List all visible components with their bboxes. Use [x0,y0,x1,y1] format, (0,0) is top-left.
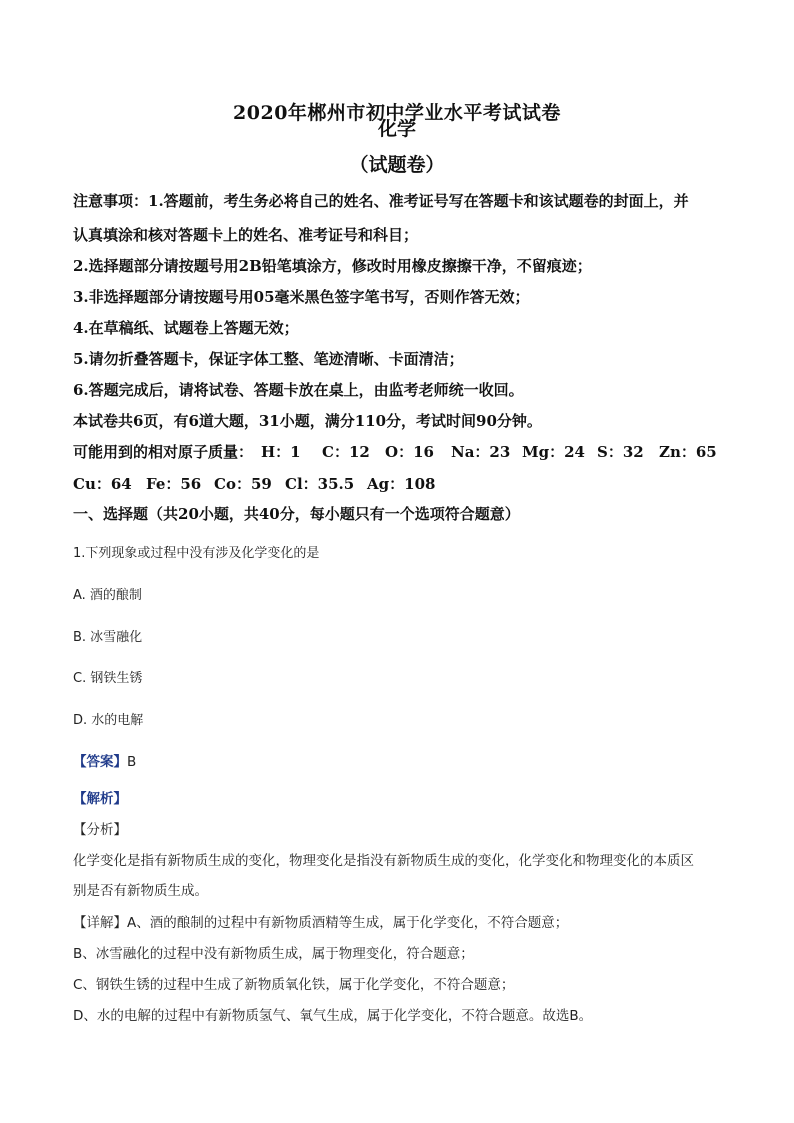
atomic-mass-ag: Ag：108 [367,475,436,493]
note-line-7: 6.答题完成后，请将试卷、答题卡放在桌上，由监考老师统一收回。 [73,381,524,399]
note-line-2: 认真填涂和核对答题卡上的姓名、准考证号和科目； [73,226,419,244]
fenxi-text-1: 化学变化是指有新物质生成的变化，物理变化是指没有新物质生成的变化，化学变化和物理变化的本质区 [73,853,694,869]
note-line-5: 4.在草稿纸、试题卷上答题无效； [73,319,299,337]
atomic-mass-row-2 [73,473,733,493]
question-1-option-a: A. 酒的酿制 [73,588,142,603]
atomic-mass-c: C：12 [322,443,370,461]
paper-type-title: （试题卷） [349,154,445,176]
question-1-option-b: B. 冰雪融化 [73,630,143,645]
answer-value: B [127,754,137,770]
section-heading-choice: 一、选择题（共20小题，共40分，每小题只有一个选项符合题意） [73,505,520,523]
atomic-mass-cl: Cl：35.5 [285,475,355,493]
atomic-mass-cu: Cu：64 [73,475,132,493]
atomic-mass-row-1 [73,441,733,461]
fenxi-tag: 【分析】 [73,822,127,838]
subject-title: 化学 [377,118,416,140]
atomic-mass-fe: Fe：56 [146,475,202,493]
question-1-option-d: D. 水的电解 [73,713,144,728]
atomic-mass-na: Na：23 [451,443,511,461]
detail-line-3: C、钢铁生锈的过程中生成了新物质氧化铁，属于化学变化，不符合题意； [73,977,515,993]
detail-line-4: D、水的电解的过程中有新物质氢气、氧气生成，属于化学变化，不符合题意。故选B。 [73,1008,593,1024]
answer-line [73,750,136,770]
atomic-mass-label: 可能用到的相对原子质量： [73,443,254,461]
atomic-mass-s: S：32 [597,443,644,461]
detail-tag: 【详解】 [73,915,127,931]
detail-line-1 [73,911,733,931]
detail-text-1: A、酒的酿制的过程中有新物质酒精等生成，属于化学变化，不符合题意； [127,915,569,931]
note-line-1: 注意事项：1.答题前，考生务必将自己的姓名、准考证号写在答题卡和该试题卷的封面上，并 [73,192,689,210]
exam-title: 2020年郴州市初中学业水平考试试卷 [233,102,561,124]
note-line-8: 本试卷共6页，有6道大题，31小题，满分110分，考试时间90分钟。 [73,412,542,430]
question-1-option-c: C. 钢铁生锈 [73,671,143,686]
atomic-mass-zn: Zn：65 [659,443,717,461]
fenxi-text-2: 别是否有新物质生成。 [73,883,208,899]
atomic-mass-o: O：16 [385,443,434,461]
note-line-4: 3.非选择题部分请按题号用05毫米黑色签字笔书写，否则作答无效； [73,288,530,306]
fenxi-line [73,818,127,838]
atomic-mass-mg: Mg：24 [522,443,585,461]
atomic-mass-h: H：1 [261,443,301,461]
note-line-3: 2.选择题部分请按题号用2B铅笔填涂方，修改时用橡皮擦擦干净，不留痕迹； [73,257,592,275]
question-1-stem: 1.下列现象或过程中没有涉及化学变化的是 [73,546,320,561]
answer-tag: 【答案】 [73,754,127,770]
detail-line-2: B、冰雪融化的过程中没有新物质生成，属于物理变化，符合题意； [73,946,474,962]
note-line-6: 5.请勿折叠答题卡，保证字体工整、笔迹清晰、卡面清洁； [73,350,464,368]
analysis-tag: 【解析】 [73,791,127,807]
analysis-line [73,787,127,807]
atomic-mass-co: Co：59 [214,475,272,493]
